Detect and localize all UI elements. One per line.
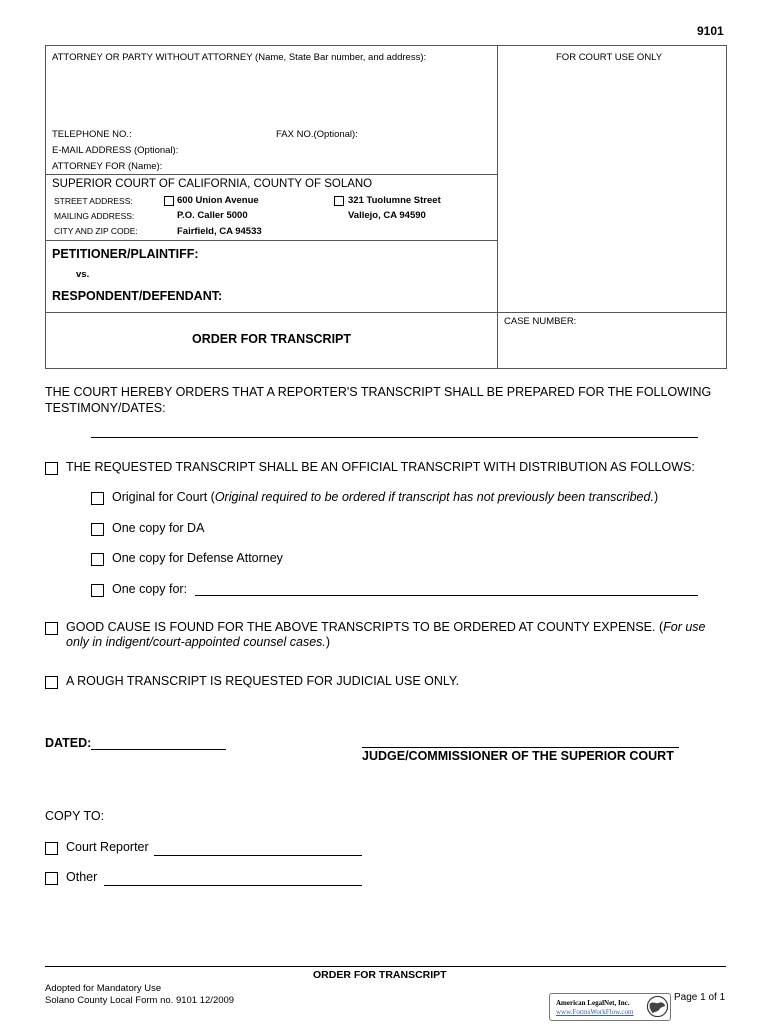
official-transcript-label: THE REQUESTED TRANSCRIPT SHALL BE AN OFFICIAL TRANSCRIPT WITH DISTRIBUTION AS FOLLOWS: — [66, 460, 695, 474]
street-address-label: STREET ADDRESS: — [54, 196, 133, 206]
attorney-for-label: ATTORNEY FOR (Name): — [52, 161, 163, 172]
copy-defense-label: One copy for Defense Attorney — [112, 551, 283, 565]
other-field[interactable] — [104, 885, 362, 886]
official-transcript-checkbox[interactable] — [45, 462, 58, 475]
form-title: ORDER FOR TRANSCRIPT — [192, 332, 352, 346]
copy-da-checkbox[interactable] — [91, 523, 104, 536]
fax-label: FAX NO.(Optional): — [276, 129, 358, 140]
fairfield-city: Fairfield, CA 94533 — [177, 226, 262, 237]
case-number-label: CASE NUMBER: — [504, 316, 577, 327]
attorney-label: ATTORNEY OR PARTY WITHOUT ATTORNEY (Name, State Bar number, and address): — [52, 52, 427, 63]
other-label: Other — [66, 870, 98, 884]
original-court-text — [112, 490, 658, 504]
caption-rule-parties — [45, 240, 497, 241]
dated-label: DATED: — [45, 736, 92, 750]
logo-url: www.FormsWorkFlow.com — [556, 1008, 634, 1016]
good-cause-close: ) — [325, 635, 331, 649]
court-reporter-label: Court Reporter — [66, 840, 149, 854]
good-cause-text — [66, 620, 706, 634]
city-zip-label: CITY AND ZIP CODE: — [54, 226, 138, 236]
globe-icon — [646, 995, 669, 1018]
testimony-dates-field[interactable] — [91, 437, 698, 438]
footer-rule — [45, 966, 726, 967]
other-checkbox[interactable] — [45, 872, 58, 885]
original-court-note: Original required to be ordered if transcript has not previously been transcribed. — [214, 490, 654, 504]
copy-other-field[interactable] — [195, 595, 698, 596]
logo-name: American LegalNet, Inc. — [556, 999, 630, 1007]
dated-field[interactable] — [91, 749, 226, 750]
american-legalnet-logo — [549, 993, 671, 1021]
form-number: 9101 — [697, 24, 724, 38]
good-cause-text-2 — [66, 635, 330, 649]
vallejo-street: 321 Tuolumne Street — [348, 195, 441, 206]
good-cause-note-1: For use — [663, 620, 706, 634]
judge-signature-line[interactable] — [362, 747, 679, 748]
court-reporter-field[interactable] — [154, 855, 362, 856]
caption-rule-title — [45, 312, 726, 313]
adopted-text: Adopted for Mandatory Use — [45, 983, 162, 994]
rough-transcript-label: A ROUGH TRANSCRIPT IS REQUESTED FOR JUDICIAL USE ONLY. — [66, 674, 460, 688]
original-court-label: Original for Court ( — [112, 490, 215, 504]
fairfield-location-checkbox[interactable] — [164, 196, 174, 206]
order-text-line1: THE COURT HEREBY ORDERS THAT A REPORTER'S TRANSCRIPT SHALL BE PREPARED FOR THE FOLLOWING — [45, 385, 712, 399]
caption-rule-court — [45, 174, 497, 175]
good-cause-checkbox[interactable] — [45, 622, 58, 635]
email-label: E-MAIL ADDRESS (Optional): — [52, 145, 179, 156]
court-name: SUPERIOR COURT OF CALIFORNIA, COUNTY OF SOLANO — [52, 178, 373, 190]
caption-box — [45, 45, 727, 369]
court-use-label: FOR COURT USE ONLY — [556, 52, 663, 63]
fairfield-mailing: P.O. Caller 5000 — [177, 210, 248, 221]
copy-to-label: COPY TO: — [45, 809, 105, 823]
original-court-close: ) — [653, 490, 659, 504]
court-reporter-checkbox[interactable] — [45, 842, 58, 855]
respondent-label: RESPONDENT/DEFENDANT: — [52, 289, 223, 303]
good-cause-note-2: only in indigent/court-appointed counsel cases. — [66, 635, 326, 649]
mailing-address-label: MAILING ADDRESS: — [54, 211, 135, 221]
page-number: Page 1 of 1 — [674, 992, 726, 1003]
judge-label: JUDGE/COMMISSIONER OF THE SUPERIOR COURT — [362, 749, 674, 763]
vs-label: vs. — [76, 269, 90, 280]
vallejo-location-checkbox[interactable] — [334, 196, 344, 206]
copy-other-checkbox[interactable] — [91, 584, 104, 597]
copy-other-label: One copy for: — [112, 582, 188, 596]
order-text-line2: TESTIMONY/DATES: — [45, 401, 166, 415]
footer-title: ORDER FOR TRANSCRIPT — [313, 969, 447, 981]
copy-defense-checkbox[interactable] — [91, 553, 104, 566]
good-cause-label: GOOD CAUSE IS FOUND FOR THE ABOVE TRANSCRIPTS TO BE ORDERED AT COUNTY EXPENSE. ( — [66, 620, 664, 634]
rough-transcript-checkbox[interactable] — [45, 676, 58, 689]
telephone-label: TELEPHONE NO.: — [52, 129, 132, 140]
petitioner-label: PETITIONER/PLAINTIFF: — [52, 247, 199, 261]
local-form-text: Solano County Local Form no. 9101 12/2009 — [45, 995, 235, 1006]
vallejo-city: Vallejo, CA 94590 — [348, 210, 426, 221]
original-court-checkbox[interactable] — [91, 492, 104, 505]
caption-divider — [497, 45, 498, 368]
fairfield-street: 600 Union Avenue — [177, 195, 259, 206]
copy-da-label: One copy for DA — [112, 521, 205, 535]
